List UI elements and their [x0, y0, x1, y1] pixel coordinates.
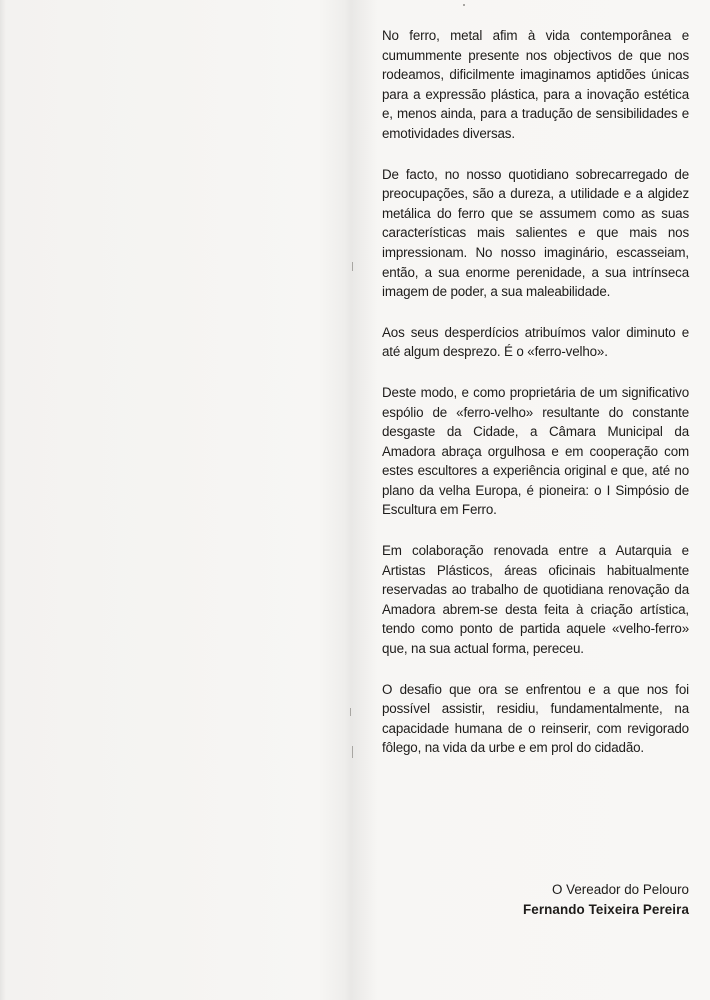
paragraph-4: Deste modo, e como proprietária de um significativo espólio de «ferro-velho» resultante do constante desgaste da Cidade, a Câmara Municipal da Amadora abraça orgulhosa e em cooperação com estes escultores a experiência original e que, até no plano da velha Europa, é pioneira: o I Simpósio de Escultura em Ferro.: [382, 384, 689, 518]
paragraph-5: Em colaboração renovada entre a Autarquia e Artistas Plásticos, áreas oficinais habitualmente reservadas ao trabalho de quotidiana renovação da Amadora abrem-se desta feita à criação artística, tendo como ponto de partida aquele «velho-ferro» que, na sua actual forma, pereceu.: [382, 543, 689, 657]
signature-role: O Vereador do Pelouro: [552, 882, 689, 897]
signature-block: [382, 880, 689, 920]
paragraph-1: No ferro, metal afim à vida contemporânea e cumummente presente nos objectivos de que nos rodeamos, dificilmente imaginamos aptidões únicas para a expressão plástica, para a inovação estética e, menos ainda, para a tradução de sensibilidades e emotividades diversas.: [382, 28, 689, 141]
paragraph-3: Aos seus desperdícios atribuímos valor diminuto e até algum desprezo. É o «ferro-velho».: [382, 324, 689, 360]
paragraph-2: De facto, no nosso quotidiano sobrecarregado de preocupações, são a dureza, a utilidade e a algidez metálica do ferro que se assumem como as suas características mais salientes e que mais nos impressionam. No nosso imaginário, escasseiam, então, a sua enorme perenidade, a sua intrínseca imagem de poder, a sua maleabilidade.: [382, 166, 689, 300]
scan-speck: [352, 746, 353, 758]
scan-speck: [350, 708, 351, 716]
scan-speck: [463, 4, 465, 6]
body-text: [382, 26, 689, 779]
page-edge-shadow: [0, 0, 6, 1000]
signature-name: Fernando Teixeira Pereira: [523, 902, 689, 917]
scan-speck: [352, 262, 353, 271]
page-fold-shadow: [318, 0, 378, 1000]
paragraph-6: O desafio que ora se enfrentou e a que nos foi possível assistir, residiu, fundamentalmente, na capacidade humana de o reinserir, com revigorado fôlego, na vida da urbe e em prol do cidadão.: [382, 681, 689, 756]
